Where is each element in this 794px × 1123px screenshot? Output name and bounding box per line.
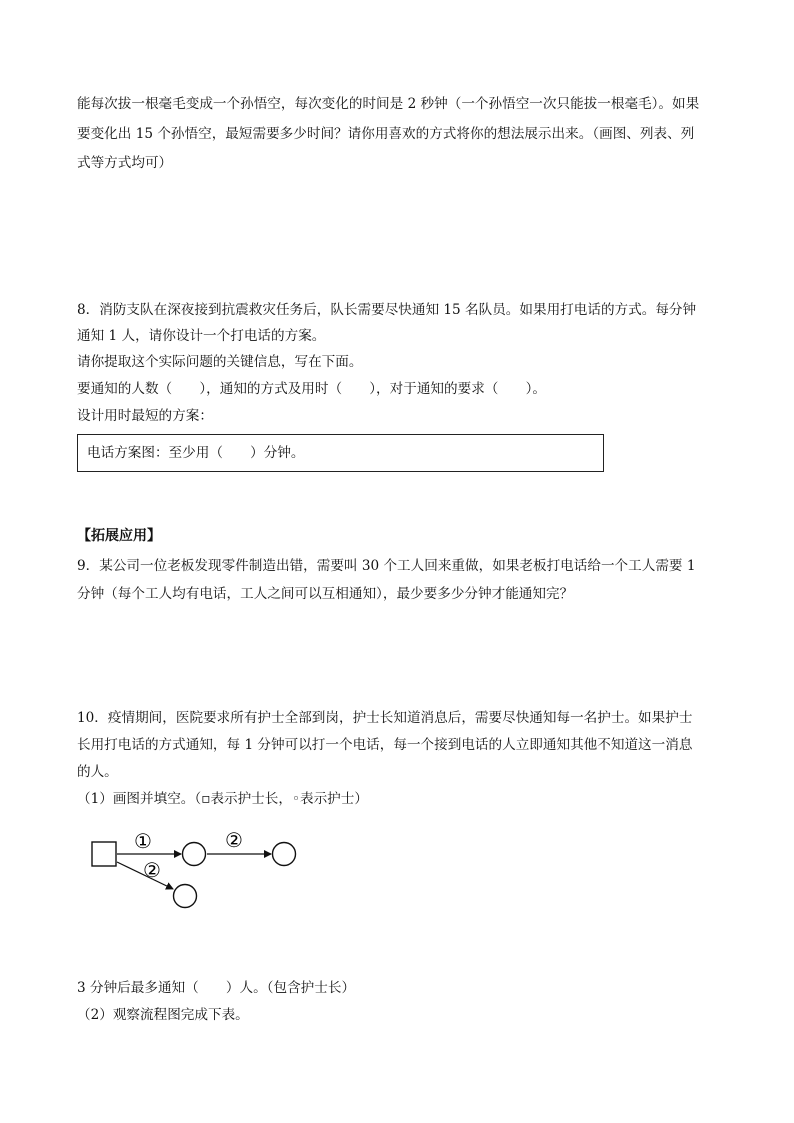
q7-line-2: 要变化出 15 个孙悟空，最短需要多少时间？请你用喜欢的方式将你的想法展示出来。（画图、列表、列 (77, 126, 695, 142)
q7-line-3: 式等方式均可） (77, 155, 173, 171)
q10-part1: （1）画图并填空。（▫表示护士长，◦表示护士） (77, 791, 368, 807)
nurse-circle-2 (273, 843, 296, 866)
step-label-2a: ② (225, 828, 243, 852)
step-label-1: ① (134, 829, 152, 853)
q10-line-3: 的人。 (77, 764, 118, 780)
q8-line-2: 通知 1 人，请你设计一个打电话的方案。 (77, 328, 326, 344)
q10-line-1: 10．疫情期间，医院要求所有护士全部到岗，护士长知道消息后，需要尽快通知每一名护士。如果护士 (77, 710, 693, 726)
q10-part2: （2）观察流程图完成下表。 (77, 1007, 249, 1023)
head-nurse-square (92, 842, 116, 866)
section-heading-extension: 【拓展应用】 (77, 528, 161, 544)
nurse-circle-3 (174, 885, 197, 908)
q9-line-2: 分钟（每个工人均有电话，工人之间可以互相通知），最少要多少分钟才能通知完？ (77, 586, 574, 602)
q9-line-1: 9．某公司一位老板发现零件制造出错，需要叫 30 个工人回来重做，如果老板打电话给一个工人需要 1 (77, 558, 696, 574)
q8-line-4: 要通知的人数（ ），通知的方式及用时（ ），对于通知的要求（ ）。 (77, 381, 546, 397)
q10-fill-line: 3 分钟后最多通知（ ）人。（包含护士长） (77, 980, 356, 996)
q8-line-3: 请你提取这个实际问题的关键信息，写在下面。 (77, 354, 363, 370)
q10-line-2: 长用打电话的方式通知，每 1 分钟可以打一个电话，每一个接到电话的人立即通知其他不知道这一消息 (77, 737, 693, 753)
q7-line-1: 能每次拔一根毫毛变成一个孙悟空，每次变化的时间是 2 秒钟（一个孙悟空一次只能拔一根毫毛）。如果 (77, 96, 700, 112)
phone-plan-box-text: 电话方案图：至少用（ ）分钟。 (87, 445, 305, 461)
nurse-circle-1 (183, 843, 206, 866)
q8-line-5: 设计用时最短的方案： (77, 408, 213, 424)
step-label-2b: ② (143, 858, 161, 882)
q8-line-1: 8．消防支队在深夜接到抗震救灾任务后，队长需要尽快通知 15 名队员。如果用打电话的方式。每分钟 (77, 302, 697, 318)
